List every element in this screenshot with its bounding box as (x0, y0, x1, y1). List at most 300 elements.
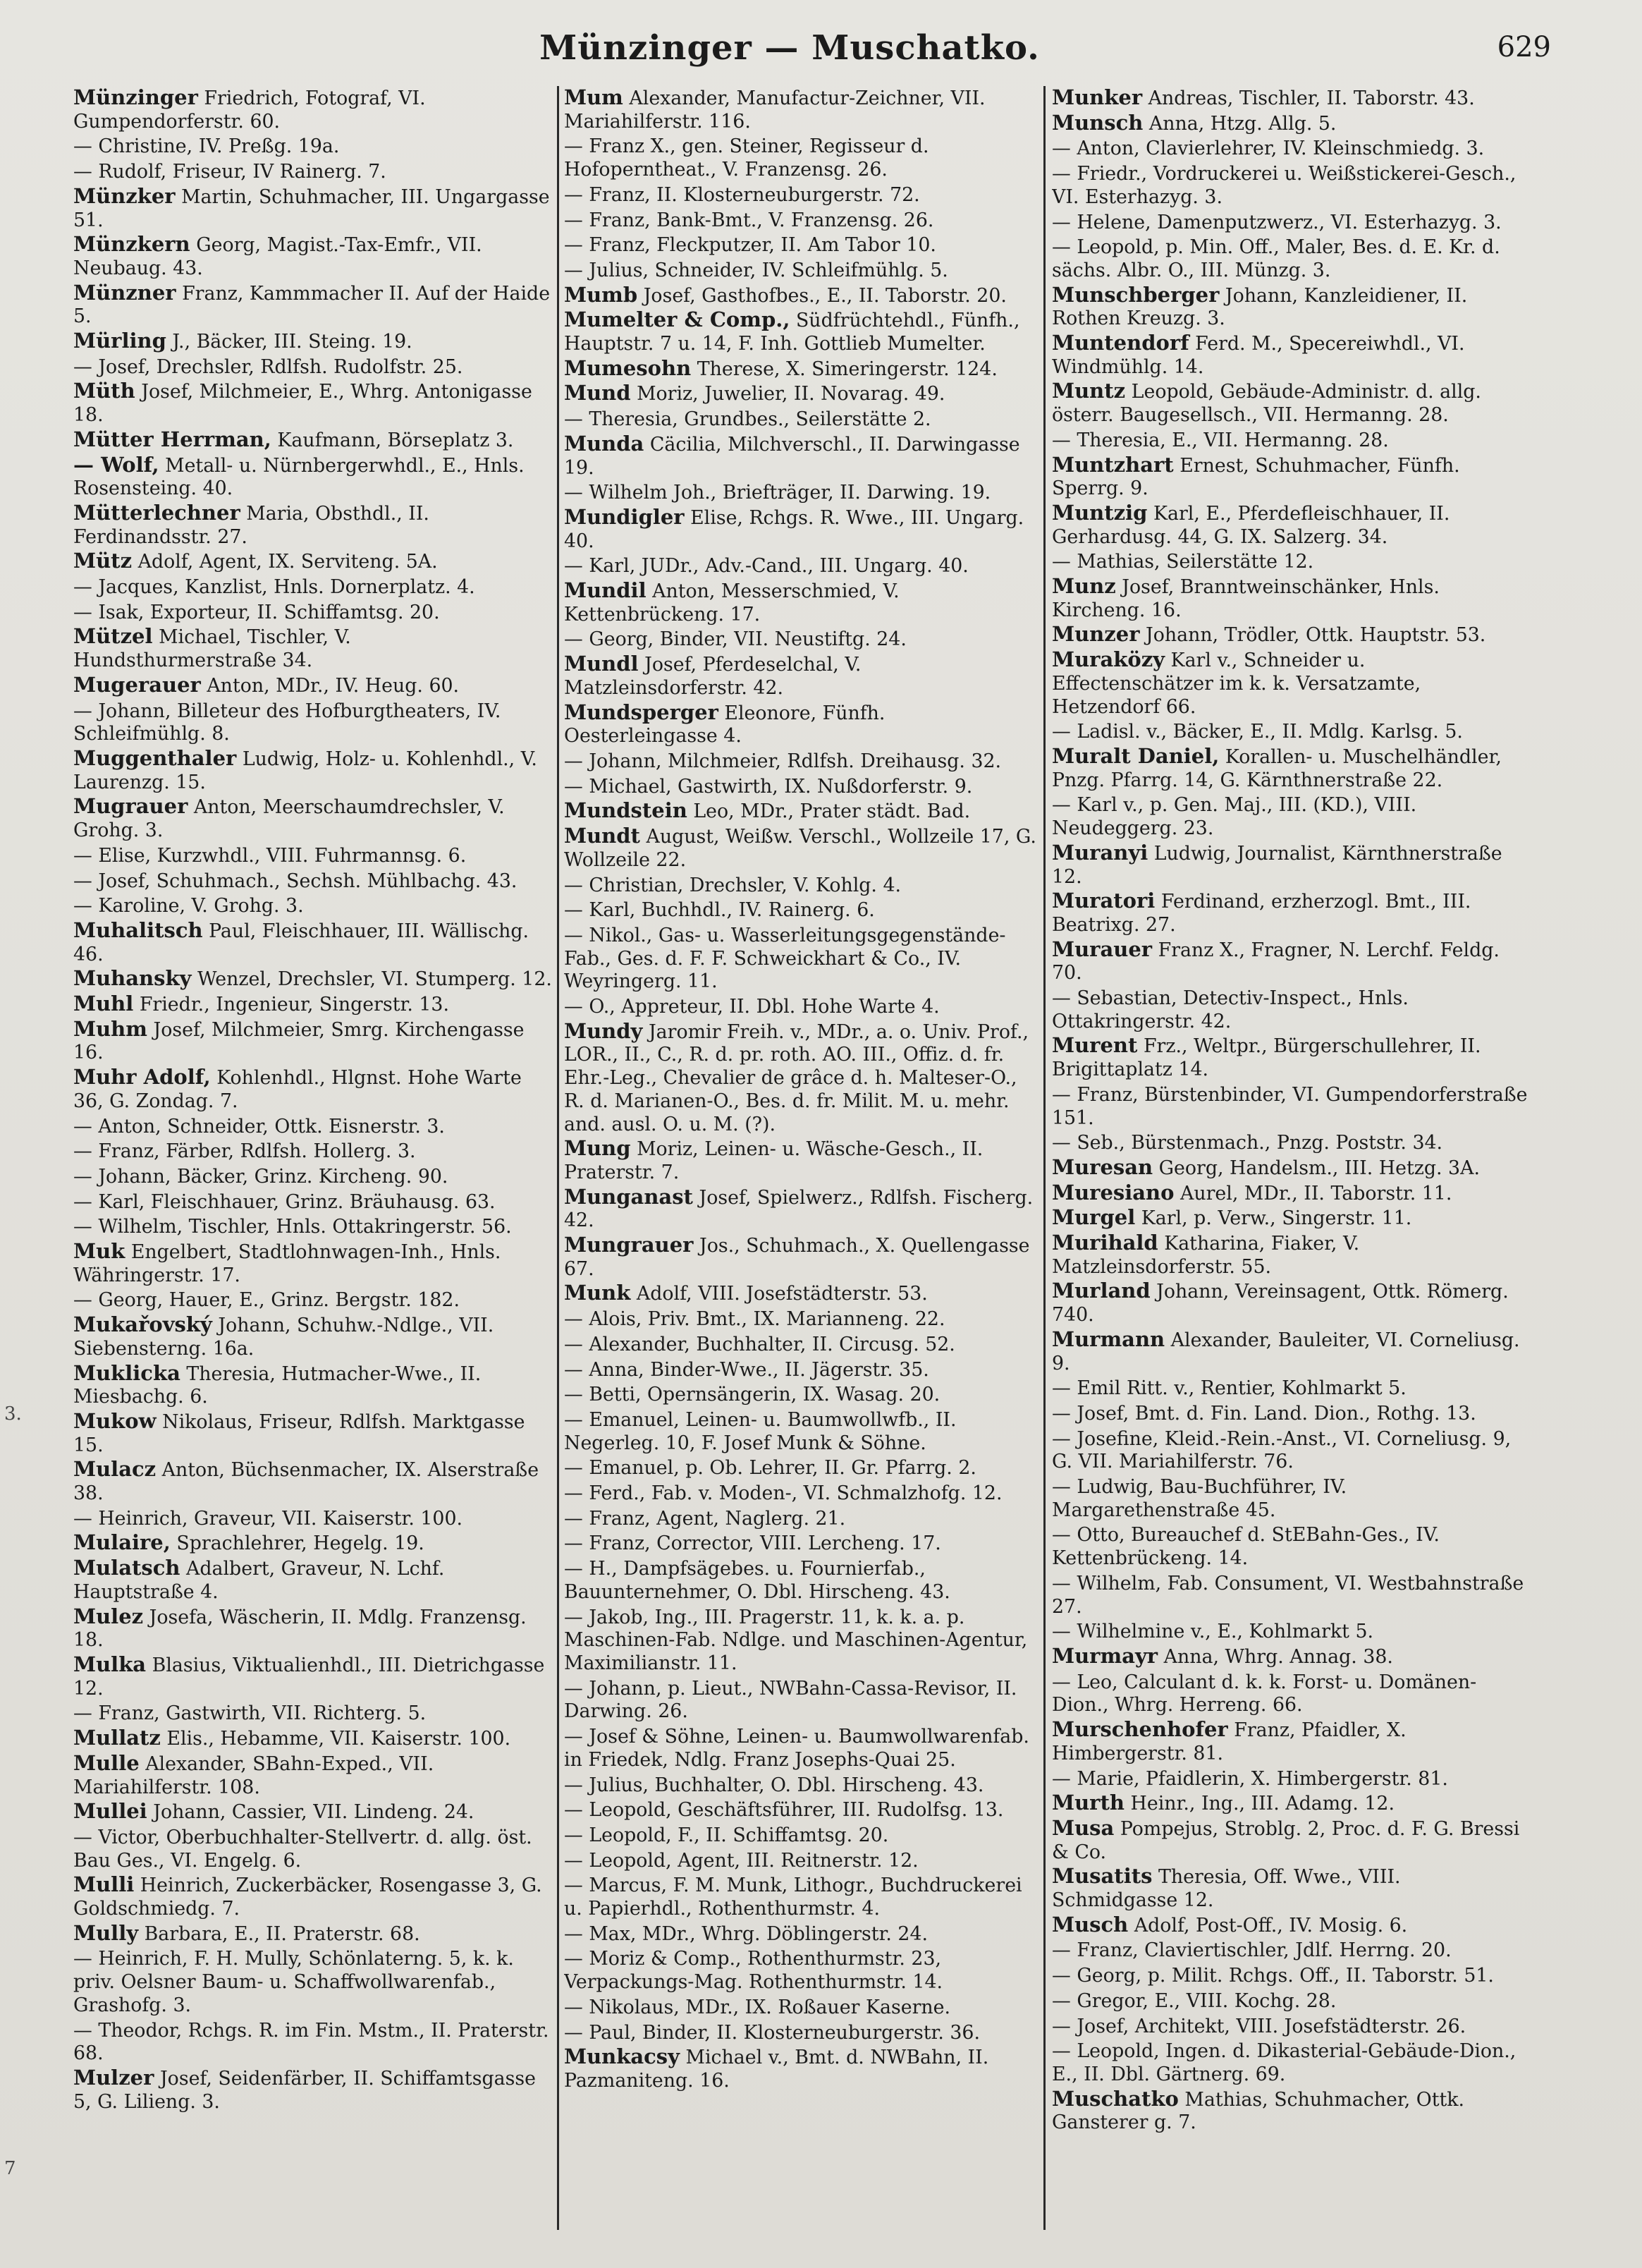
directory-entry (1052, 1913, 1531, 1938)
entry-details: Franz, Pfaidler, X. Himbergerstr. 81. (1052, 1719, 1407, 1764)
entry-details: — Max, MDr., Whrg. Döblingerstr. 24. (564, 1922, 929, 1945)
directory-entry (564, 134, 1036, 181)
directory-entry (1052, 1817, 1531, 1864)
directory-entry (1052, 2087, 1531, 2135)
directory-entry (1052, 2039, 1531, 2086)
margin-mark: 7 (4, 2158, 16, 2179)
directory-entry (564, 652, 1036, 700)
entry-details: Engelbert, Stadtlohnwagen-Inh., Hnls. Währingerstr. 17. (73, 1241, 501, 1286)
directory-entry (73, 1922, 553, 1946)
entry-details: — Franz, Gastwirth, VII. Richterg. 5. (73, 1702, 427, 1725)
entry-surname: Mukařovský (73, 1312, 212, 1337)
directory-entry (1052, 648, 1531, 719)
entry-details: — Leo, Calculant d. k. k. Forst- u. Domänen-Dion., Whrg. Herreng. 66. (1052, 1671, 1477, 1717)
entry-surname: Murent (1052, 1033, 1138, 1058)
entry-details: — Marcus, F. M. Munk, Lithogr., Buchdruckerei u. Papierhdl., Rothenthurmstr. 4. (564, 1874, 1022, 1920)
entry-details: — Theodor, Rchgs. R. im Fin. Mstm., II. Praterstr. 68. (73, 2019, 549, 2065)
entry-details: Heinrich, Zuckerbäcker, Rosengasse 3, G. Goldschmiedg. 7. (73, 1874, 542, 1920)
directory-entry (1052, 575, 1531, 622)
directory-entry (564, 258, 1036, 283)
entry-surname: Murauer (1052, 937, 1153, 961)
directory-entry (1052, 623, 1531, 647)
directory-entry (1052, 1571, 1531, 1618)
directory-entry (564, 1332, 1036, 1357)
directory-entry (564, 1137, 1036, 1184)
directory-entry (1052, 841, 1531, 889)
entry-surname: Mundil (564, 578, 647, 603)
directory-entry (73, 1701, 553, 1726)
directory-entry (73, 1288, 553, 1312)
directory-entry (564, 1848, 1036, 1873)
directory-entry (73, 1410, 553, 1457)
entry-surname: Muggenthaler (73, 745, 237, 770)
page-number: 629 (1497, 31, 1551, 63)
entry-details: Jos., Schuhmach., X. Quellengasse 67. (564, 1235, 1030, 1280)
entry-details: — Theresia, Grundbes., Seilerstätte 2. (564, 408, 931, 431)
entry-details: Cäcilia, Milchverschl., II. Darwingasse 19. (564, 433, 1020, 479)
directory-entry (73, 1139, 553, 1164)
entry-details: Aurel, MDr., II. Taborstr. 11. (1180, 1182, 1452, 1205)
directory-entry (564, 1798, 1036, 1822)
directory-entry (1052, 1328, 1531, 1375)
directory-entry (564, 627, 1036, 652)
entry-details: — Paul, Binder, II. Klosterneuburgerstr. 36. (564, 2021, 980, 2044)
entry-details: Johann, Cassier, VII. Lindeng. 24. (153, 1801, 474, 1824)
entry-details: Karl v., Schneider u. Effectenschätzer im k. k. Versatzamte, Hetzendorf 66. (1052, 650, 1421, 718)
directory-entry (564, 308, 1036, 355)
entry-details: — Franz, Färber, Rdlfsh. Hollerg. 3. (73, 1140, 416, 1163)
entry-details: Franz X., Fragner, N. Lerchf. Feldg. 70. (1052, 939, 1500, 984)
directory-entry (564, 824, 1036, 872)
entry-details: Johann, Kanzleidiener, II. Rothen Kreuzg. 3. (1052, 284, 1468, 330)
entry-details: — Friedr., Vordruckerei u. Weißstickerei-Gesch., VI. Esterhazyg. 3. (1052, 163, 1517, 208)
entry-surname: Muresan (1052, 1154, 1153, 1179)
directory-entry (564, 407, 1036, 432)
directory-entry (1052, 793, 1531, 840)
directory-entry (1052, 1767, 1531, 1791)
entry-details: Adolf, Agent, IX. Serviteng. 5A. (137, 551, 438, 573)
entry-surname: Mundy (564, 1018, 643, 1043)
entry-surname: Münzinger (73, 86, 198, 109)
entry-details: — Franz, Corrector, VIII. Lercheng. 17. (564, 1532, 941, 1555)
entry-details: — Karl v., p. Gen. Maj., III. (KD.), VIII. Neudeggerg. 23. (1052, 794, 1417, 840)
entry-surname: Murmann (1052, 1327, 1165, 1351)
entry-surname: Münzner (73, 280, 176, 305)
entry-details: — Johann, Bäcker, Grinz. Kircheng. 90. (73, 1165, 448, 1188)
entry-details: — Anton, Clavierlehrer, IV. Kleinschmiedg. 3. (1052, 138, 1485, 160)
entry-surname: Mumelter & Comp., (564, 307, 790, 332)
entry-details: — Josef, Bmt. d. Fin. Land. Dion., Rothg. 13. (1052, 1402, 1476, 1425)
directory-entry (73, 600, 553, 625)
entry-surname: Munz (1052, 574, 1116, 599)
directory-entry (73, 992, 553, 1017)
directory-entry (564, 1531, 1036, 1556)
entry-details: — Nikol., Gas- u. Wasserleitungsgegenstände-Fab., Ges. d. F. F. Schweickhart & Co., IV. Weyringerg. 11. (564, 924, 1006, 993)
directory-entry (73, 894, 553, 918)
entry-details: Johann, Vereinsagent, Ottk. Römerg. 740. (1052, 1281, 1509, 1327)
directory-entry (1052, 986, 1531, 1033)
entry-surname: Muhansky (73, 966, 192, 991)
directory-entry (1052, 1963, 1531, 1988)
entry-surname: Muschatko (1052, 2086, 1179, 2111)
entry-details: Michael, Tischler, V. Hundsthurmerstraße 34. (73, 626, 351, 672)
directory-entry (73, 1214, 553, 1239)
directory-entry (1052, 1475, 1531, 1522)
directory-entry (1052, 86, 1531, 111)
entry-surname: Mundigler (564, 504, 685, 529)
entry-details: — Leopold, p. Min. Off., Maler, Bes. d. E. Kr. d. sächs. Albr. O., III. Münzg. 3. (1052, 236, 1500, 281)
entry-details: — Mathias, Seilerstätte 12. (1052, 551, 1314, 573)
directory-entry (73, 1556, 553, 1604)
directory-entry (1052, 1865, 1531, 1912)
entry-details: — Josef & Söhne, Leinen- u. Baumwollwarenfab. in Friedek, Ndlg. Franz Josephs-Quai 25. (564, 1726, 1029, 1771)
entry-details: — Seb., Bürstenmach., Pnzg. Poststr. 34. (1052, 1132, 1443, 1154)
directory-entry (1052, 1376, 1531, 1401)
directory-entry (73, 747, 553, 794)
entry-surname: Munk (564, 1281, 631, 1305)
entry-surname: Mully (73, 1920, 139, 1945)
margin-mark: 3. (4, 1403, 22, 1425)
running-head: Münzinger — Muschatko. (539, 28, 1040, 68)
directory-entry (1052, 1181, 1531, 1206)
entry-surname: Mulli (73, 1872, 135, 1897)
entry-surname: Mulle (73, 1750, 140, 1775)
entry-details: Anton, Meerschaumdrechsler, V. Grohg. 3. (73, 796, 505, 842)
entry-details: Metall- u. Nürnbergerwhdl., E., Hnls. Rosensteing. 40. (73, 454, 525, 500)
directory-entry (73, 1752, 553, 1799)
entry-details: Adalbert, Graveur, N. Lchf. Hauptstraße 4. (73, 1558, 445, 1603)
entry-details: — Betti, Opernsängerin, IX. Wasag. 20. (564, 1384, 941, 1406)
directory-entry (73, 843, 553, 868)
directory-entry (1052, 1989, 1531, 2013)
entry-details: — Sebastian, Detectiv-Inspect., Hnls. Ottakringerstr. 42. (1052, 987, 1409, 1032)
directory-entry (73, 1946, 553, 2017)
entry-details: — Wilhelmine v., E., Kohlmarkt 5. (1052, 1621, 1374, 1643)
directory-entry (564, 923, 1036, 994)
directory-entry (1052, 1083, 1531, 1130)
directory-entry (564, 480, 1036, 505)
directory-entry (564, 774, 1036, 799)
entry-details: — Leopold, Agent, III. Reitnerstr. 12. (564, 1849, 919, 1872)
entry-details: — Josefine, Kleid.-Rein.-Anst., VI. Corneliusg. 9, G. VII. Mariahilferstr. 76. (1052, 1427, 1512, 1473)
directory-entry (564, 183, 1036, 207)
directory-entry (564, 1922, 1036, 1946)
directory-entry (73, 501, 553, 549)
entry-details: Wenzel, Drechsler, VI. Stumperg. 12. (197, 968, 552, 991)
entry-details: — Gregor, E., VIII. Kochg. 28. (1052, 1989, 1337, 2012)
column-2 (564, 86, 1036, 2244)
entry-details: Alexander, Bauleiter, VI. Corneliusg. 9. (1052, 1329, 1520, 1374)
entry-surname: Munsch (1052, 110, 1144, 135)
directory-entry (564, 2045, 1036, 2092)
entry-details: Josef, Pferdeselchal, V. Matzleinsdorferstr. 42. (564, 654, 862, 699)
entry-surname: Mumb (564, 282, 638, 307)
entry-details: — Heinrich, Graveur, VII. Kaiserstr. 100. (73, 1507, 463, 1530)
entry-details: Anna, Htzg. Allg. 5. (1148, 112, 1337, 135)
entry-details: Adolf, Post-Off., IV. Mosig. 6. (1134, 1914, 1408, 1937)
entry-details: Karl, p. Verw., Singerstr. 11. (1141, 1207, 1412, 1230)
directory-entry (564, 1995, 1036, 2020)
directory-entry (564, 208, 1036, 233)
entry-surname: Mulka (73, 1652, 147, 1676)
entry-surname: Muhr Adolf, (73, 1065, 211, 1090)
entry-surname: Muralt Daniel, (1052, 743, 1220, 768)
directory-entry (73, 1066, 553, 1113)
directory-entry (73, 1018, 553, 1065)
entry-details: Moriz, Juwelier, II. Novarag. 49. (637, 383, 945, 406)
entry-surname: Munschberger (1052, 282, 1220, 307)
entry-details: — Franz, Fleckputzer, II. Am Tabor 10. (564, 234, 936, 257)
entry-details: Leopold, Gebäude-Administr. d. allg. österr. Baugesellsch., VII. Hermanng. 28. (1052, 381, 1481, 427)
entry-surname: Muhl (73, 992, 134, 1016)
directory-entry (1052, 136, 1531, 161)
directory-entry (73, 673, 553, 698)
entry-surname: Muk (73, 1239, 125, 1264)
entry-details: — Josef, Schuhmach., Sechsh. Mühlbachg. 43. (73, 870, 517, 892)
entry-details: — Karl, Buchhdl., IV. Rainerg. 6. (564, 899, 875, 922)
entry-details: — Leopold, F., II. Schiffamtsg. 20. (564, 1824, 889, 1846)
entry-details: — Johann, Billeteur des Hofburgtheaters, IV. Schleifmühlg. 8. (73, 700, 501, 745)
directory-entry (1052, 1231, 1531, 1279)
directory-entry (564, 1946, 1036, 1994)
entry-surname: Mum (564, 86, 623, 109)
directory-entry (564, 554, 1036, 578)
directory-entry (564, 86, 1036, 133)
directory-entry (564, 382, 1036, 406)
entry-details: — Victor, Oberbuchhalter-Stellvertr. d. allg. öst. Bau Ges., VI. Engelg. 6. (73, 1826, 532, 1872)
entry-surname: Mulzer (73, 2065, 154, 2090)
entry-details: Karl, E., Pferdefleischhauer, II. Gerhardusg. 44, G. IX. Salzerg. 34. (1052, 502, 1450, 548)
entry-details: — Wilhelm Joh., Briefträger, II. Darwing. 19. (564, 482, 991, 504)
directory-entry (1052, 1130, 1531, 1155)
entry-details: Ferd. M., Specereiwhdl., VI. Windmühlg. 14. (1052, 333, 1465, 378)
entry-surname: Münzkern (73, 232, 190, 257)
directory-entry (1052, 1791, 1531, 1816)
entry-details: Anton, MDr., IV. Heug. 60. (207, 674, 460, 697)
directory-entry (564, 1185, 1036, 1233)
directory-entry (1052, 1670, 1531, 1717)
entry-surname: Munzer (1052, 622, 1140, 647)
entry-details: J., Bäcker, III. Steing. 19. (172, 331, 412, 353)
entry-details: Josef, Gasthofbes., E., II. Taborstr. 20. (643, 284, 1007, 307)
entry-details: — Wilhelm, Fab. Consument, VI. Westbahnstraße 27. (1052, 1572, 1524, 1618)
column-3 (1052, 86, 1531, 2244)
entry-surname: Mütterlechner (73, 500, 240, 525)
directory-entry (564, 1676, 1036, 1724)
entry-details: — Karl, JUDr., Adv.-Cand., III. Ungarg. 40. (564, 555, 969, 578)
directory-entry (1052, 1034, 1531, 1081)
entry-details: — Ferd., Fab. v. Moden-, VI. Schmalzhofg. 12. (564, 1482, 1003, 1505)
directory-entry (564, 506, 1036, 553)
directory-entry (1052, 111, 1531, 136)
directory-entry (564, 284, 1036, 308)
entry-details: Michael v., Bmt. d. NWBahn, II. Pazmaniteng. 16. (564, 2047, 989, 2092)
entry-surname: Mütz (73, 549, 133, 573)
directory-entry (73, 86, 553, 133)
entry-details: — Alois, Priv. Bmt., IX. Marianneng. 22. (564, 1308, 945, 1331)
directory-entry (564, 873, 1036, 898)
directory-entry (564, 1724, 1036, 1772)
entry-details: Ludwig, Holz- u. Kohlenhdl., V. Laurenzg. 15. (73, 748, 537, 793)
directory-entry (564, 2020, 1036, 2045)
entry-surname: Muntzhart (1052, 452, 1174, 477)
entry-surname: Muhm (73, 1016, 147, 1041)
entry-details: Eleonore, Fünfh. Oesterleingasse 4. (564, 702, 886, 748)
directory-entry (1052, 1619, 1531, 1644)
entry-details: Franz, Kammmacher II. Auf der Haide 5. (73, 282, 551, 328)
page-header (63, 28, 1551, 85)
entry-surname: Mugrauer (73, 794, 188, 819)
directory-entry (73, 2066, 553, 2114)
entry-details: — Christine, IV. Preßg. 19a. (73, 135, 340, 158)
directory-entry (1052, 379, 1531, 427)
entry-details: Sprachlehrer, Hegelg. 19. (176, 1532, 424, 1555)
entry-surname: Mürling (73, 329, 166, 353)
entry-details: — Georg, p. Milit. Rchgs. Off., II. Taborstr. 51. (1052, 1965, 1494, 1987)
entry-details: Barbara, E., II. Praterstr. 68. (144, 1922, 420, 1945)
entry-details: — Franz, Claviertischler, Jdlf. Herrng. 20. (1052, 1939, 1452, 1962)
entry-surname: Muntz (1052, 379, 1126, 403)
entry-details: Heinr., Ing., III. Adamg. 12. (1130, 1793, 1395, 1815)
entry-details: — Georg, Binder, VII. Neustiftg. 24. (564, 628, 907, 651)
entry-details: Josef, Spielwerz., Rdlfsh. Fischerg. 42. (564, 1186, 1034, 1232)
entry-details: — Jakob, Ing., III. Pragerstr. 11, k. k. a. p. Maschinen-Fab. Ndlge. und Maschinen-Agentur, Maximilianstr. 11. (564, 1606, 1028, 1674)
directory-entry (564, 1020, 1036, 1137)
entry-surname: Musch (1052, 1912, 1129, 1937)
entry-details: — Heinrich, F. H. Mully, Schönlaterng. 5, k. k. priv. Oelsner Baum- u. Schaffwollwarenfab., Grashofg. 3. (73, 1948, 514, 2016)
directory-entry (73, 1362, 553, 1409)
directory-entry (1052, 235, 1531, 282)
entry-details: — Emanuel, Leinen- u. Baumwollwfb., II. Negerleg. 10, F. Josef Munk & Söhne. (564, 1408, 957, 1454)
entry-surname: Murihald (1052, 1231, 1158, 1255)
entry-details: Adolf, VIII. Josefstädterstr. 53. (636, 1283, 928, 1305)
directory-entry (73, 159, 553, 184)
entry-details: Südfrüchtehdl., Fünfh., Hauptstr. 7 u. 14, F. Inh. Gottlieb Mumelter. (564, 310, 1020, 355)
entry-surname: Mulatsch (73, 1556, 180, 1580)
entry-details: Katharina, Fiaker, V. Matzleinsdorferstr. 55. (1052, 1233, 1360, 1278)
entry-details: — Julius, Schneider, IV. Schleifmühlg. 5. (564, 259, 948, 281)
entry-details: Alexander, Manufactur-Zeichner, VII. Mariahilferstr. 116. (564, 87, 986, 133)
entry-details: Josefa, Wäscherin, II. Mdlg. Franzensg. 18. (73, 1606, 527, 1652)
entry-details: Anna, Whrg. Annag. 38. (1163, 1646, 1393, 1668)
column-divider (557, 86, 559, 2230)
directory-entry (1052, 1938, 1531, 1963)
entry-details: — Theresia, E., VII. Hermanng. 28. (1052, 429, 1389, 451)
entry-details: — Rudolf, Friseur, IV Rainerg. 7. (73, 161, 386, 183)
entry-details: — Leopold, Geschäftsführer, III. Rudolfsg. 13. (564, 1799, 1004, 1822)
directory-entry (1052, 889, 1531, 937)
entry-details: Josef, Seidenfärber, II. Schiffamtsgasse 5, G. Lilieng. 3. (73, 2067, 536, 2113)
entry-details: — Isak, Exporteur, II. Schiffamtsg. 20. (73, 601, 440, 623)
entry-surname: Mugerauer (73, 672, 201, 697)
directory-entry (564, 749, 1036, 774)
directory-entry (73, 2018, 553, 2066)
entry-details: Andreas, Tischler, II. Taborstr. 43. (1148, 87, 1475, 109)
directory-entry (564, 994, 1036, 1019)
entry-details: Kaufmann, Börseplatz 3. (277, 429, 514, 451)
directory-entry (564, 1481, 1036, 1506)
directory-entry (73, 1531, 553, 1556)
entry-surname: Müth (73, 379, 135, 403)
entry-details: — Helene, Damenputzwerz., VI. Esterhazyg. 3. (1052, 211, 1502, 233)
entry-details: Ludwig, Journalist, Kärnthnerstraße 12. (1052, 842, 1502, 888)
entry-details: — Franz, Bürstenbinder, VI. Gumpendorferstraße 151. (1052, 1083, 1528, 1129)
directory-entry (1052, 719, 1531, 744)
entry-details: — O., Appreteur, II. Dbl. Hohe Warte 4. (564, 996, 940, 1018)
entry-surname: Mumesohn (564, 355, 692, 380)
entry-details: Leo, MDr., Prater städt. Bad. (693, 800, 971, 823)
directory-entry (73, 549, 553, 574)
directory-entry (564, 1408, 1036, 1455)
entry-surname: Mundl (564, 652, 639, 676)
directory-entry (73, 919, 553, 966)
entry-details: Frz., Weltpr., Bürgerschullehrer, II. Brigittaplatz 14. (1052, 1035, 1481, 1081)
entry-surname: Mundstein (564, 798, 687, 823)
directory-entry (73, 281, 553, 329)
directory-entry (73, 379, 553, 427)
entry-details: — Anna, Binder-Wwe., II. Jägerstr. 35. (564, 1358, 929, 1381)
entry-details: Maria, Obsthdl., II. Ferdinandsstr. 27. (73, 502, 429, 548)
entry-details: — Jacques, Kanzlist, Hnls. Dornerplatz. 4. (73, 576, 475, 599)
directory-entry (1052, 453, 1531, 501)
directory-entry (1052, 1401, 1531, 1426)
directory-entry (1052, 938, 1531, 985)
directory-entry (564, 1605, 1036, 1676)
entry-details: — Wilhelm, Tischler, Hnls. Ottakringerstr. 56. (73, 1216, 512, 1238)
entry-surname: Musa (1052, 1815, 1115, 1840)
entry-details: Anton, Büchsenmacher, IX. Alserstraße 38. (73, 1459, 539, 1505)
directory-entry (564, 1307, 1036, 1331)
entry-surname: Mulacz (73, 1457, 157, 1482)
entry-details: — Emanuel, p. Ob. Lehrer, II. Gr. Pfarrg. 2. (564, 1457, 976, 1480)
directory-entry (73, 1506, 553, 1531)
entry-details: Josef, Milchmeier, E., Whrg. Antonigasse 18. (73, 381, 532, 427)
entry-details: Pompejus, Stroblg. 2, Proc. d. F. G. Bressi & Co. (1052, 1817, 1520, 1863)
directory-entry (73, 134, 553, 159)
directory-entry (73, 1825, 553, 1872)
entry-surname: Munkacsy (564, 2044, 680, 2069)
entry-surname: Musatits (1052, 1864, 1153, 1889)
entry-surname: Muhalitsch (73, 917, 203, 942)
entry-details: — Leopold, Ingen. d. Dikasterial-Gebäude-Dion., E., II. Dbl. Gärtnerg. 69. (1052, 2040, 1517, 2085)
directory-entry (1052, 331, 1531, 379)
directory-entry (564, 1773, 1036, 1798)
directory-entry (1052, 1645, 1531, 1669)
entry-details: Korallen- u. Muschelhändler, Pnzg. Pfarrg. 14, G. Kärnthnerstraße 22. (1052, 745, 1502, 791)
directory-entry (564, 233, 1036, 257)
directory-entry (73, 428, 553, 453)
entry-surname: Muratori (1052, 889, 1156, 913)
directory-entry (1052, 161, 1531, 209)
entry-surname: Muntendorf (1052, 331, 1189, 355)
entry-surname: — Wolf, (73, 452, 159, 477)
directory-entry (1052, 549, 1531, 574)
entry-details: — Franz, II. Klosterneuburgerstr. 72. (564, 183, 920, 206)
directory-entry (564, 357, 1036, 382)
directory-entry (73, 1190, 553, 1214)
entry-surname: Muntzig (1052, 500, 1148, 525)
entry-details: — Franz X., gen. Steiner, Regisseur d. Hofoperntheat., V. Franzensg. 26. (564, 135, 929, 181)
directory-entry (1052, 210, 1531, 235)
directory-entry (564, 898, 1036, 922)
entry-surname: Mulez (73, 1604, 144, 1628)
entry-details: Theresia, Hutmacher-Wwe., II. Miesbachg. 6. (73, 1362, 482, 1408)
entry-surname: Mungrauer (564, 1233, 694, 1257)
directory-entry (564, 1873, 1036, 1920)
directory-entry (564, 799, 1036, 824)
directory-entry (1052, 1718, 1531, 1765)
entry-details: — Karoline, V. Grohg. 3. (73, 895, 304, 917)
